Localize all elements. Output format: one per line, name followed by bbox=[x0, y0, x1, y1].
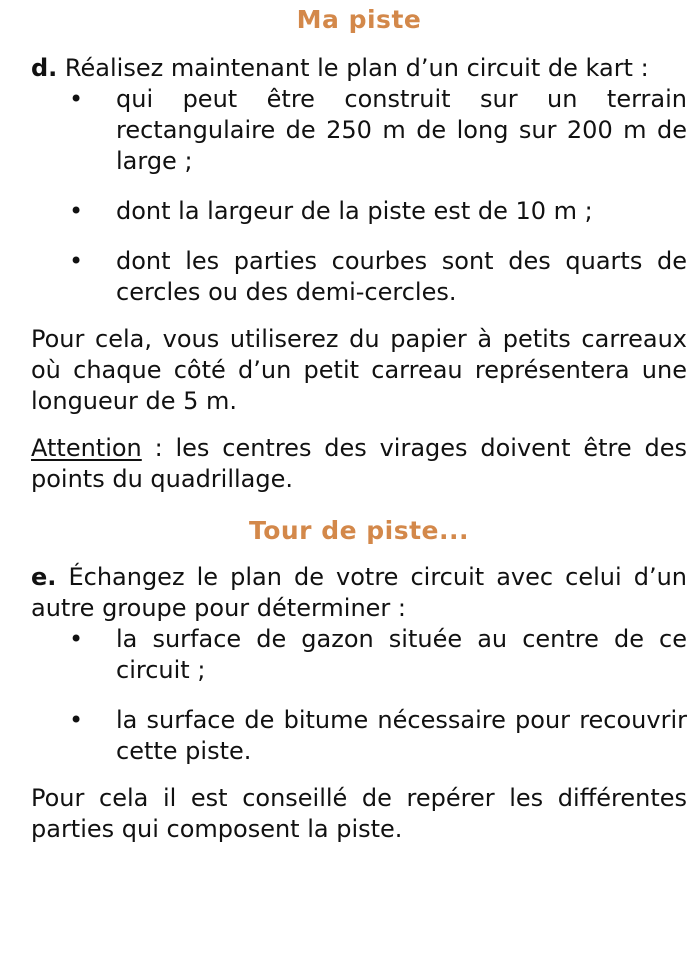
bullet-icon: • bbox=[69, 197, 84, 225]
list-item-text: dont la largeur de la piste est de 10 m ; bbox=[116, 197, 593, 225]
list-item-text: la surface de bitume nécessaire pour recouvrir cette piste. bbox=[116, 706, 687, 765]
list-item-text: la surface de gazon située au centre de ce circuit ; bbox=[116, 625, 687, 684]
question-d bbox=[31, 53, 687, 84]
list-item bbox=[31, 84, 687, 177]
bullet-icon: • bbox=[69, 85, 84, 113]
list-item-text: qui peut être construit sur un terrain rectangulaire de 250 m de long sur 200 m de large ; bbox=[116, 85, 687, 175]
section-title-tour-de-piste: Tour de piste... bbox=[248, 516, 470, 545]
bullet-icon: • bbox=[69, 706, 84, 734]
question-e bbox=[31, 562, 687, 624]
list-item-text: dont les parties courbes sont des quarts de cercles ou des demi-cercles. bbox=[116, 247, 687, 306]
list-item bbox=[31, 246, 687, 308]
question-e-text: Échangez le plan de votre circuit avec celui d’un autre groupe pour déterminer : bbox=[31, 563, 687, 622]
question-d-label: d. bbox=[31, 54, 58, 82]
bullet-icon: • bbox=[69, 247, 84, 275]
advice-paragraph: Pour cela il est conseillé de repérer les différentes parties qui composent la piste. bbox=[31, 784, 687, 843]
instruction-paragraph: Pour cela, vous utiliserez du papier à petits carreaux où chaque côté d’un petit carreau représentera une longueur de 5 m. bbox=[31, 325, 687, 415]
list-item bbox=[31, 196, 687, 227]
attention-label: Attention bbox=[31, 434, 142, 462]
attention-paragraph bbox=[31, 433, 687, 495]
attention-text: : les centres des virages doivent être des points du quadrillage. bbox=[31, 434, 687, 493]
question-d-bullet-list bbox=[31, 84, 687, 308]
bullet-icon: • bbox=[69, 625, 84, 653]
list-item bbox=[31, 624, 687, 686]
question-d-text: Réalisez maintenant le plan d’un circuit de kart : bbox=[57, 54, 649, 82]
question-e-bullet-list bbox=[31, 624, 687, 767]
list-item bbox=[31, 705, 687, 767]
question-e-label: e. bbox=[31, 563, 57, 591]
worksheet-page bbox=[31, 0, 687, 845]
section-title-ma-piste: Ma piste bbox=[296, 5, 422, 34]
